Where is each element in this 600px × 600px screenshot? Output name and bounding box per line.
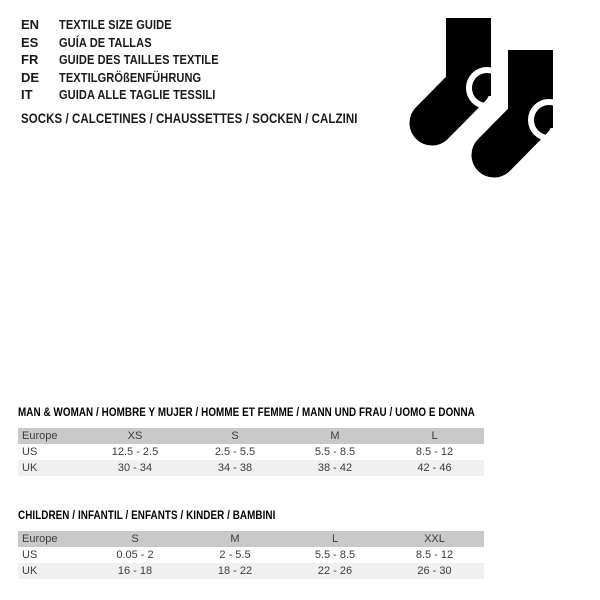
- lang-title: GUIDE DES TAILLES TEXTILE: [59, 52, 219, 68]
- size-cell: 16 - 18: [117, 565, 153, 577]
- col-header-size: S: [131, 533, 139, 545]
- lang-title: TEXTILE SIZE GUIDE: [59, 17, 172, 33]
- size-cell: 42 - 46: [417, 462, 452, 474]
- lang-title: GUIDA ALLE TAGLIE TESSILI: [59, 87, 216, 103]
- size-cell: 26 - 30: [417, 565, 452, 577]
- adults-header-row: [18, 428, 484, 444]
- size-cell: 30 - 34: [117, 462, 153, 474]
- size-cell: 0.05 - 2: [116, 549, 154, 561]
- socks-icon: [408, 8, 580, 183]
- lang-title: GUÍA DE TALLAS: [59, 34, 152, 50]
- size-cell: 34 - 38: [217, 462, 253, 474]
- col-header-size: L: [431, 430, 438, 442]
- col-header-size: XXL: [424, 533, 445, 545]
- lang-row-en: [21, 16, 247, 34]
- size-cell: 18 - 22: [217, 565, 253, 577]
- size-cell: 2.5 - 5.5: [214, 446, 256, 458]
- col-header-size: M: [330, 430, 340, 442]
- category-heading: [21, 110, 417, 126]
- children-size-table-block: [18, 508, 484, 579]
- col-header-size: S: [231, 430, 239, 442]
- size-cell: 8.5 - 12: [415, 446, 454, 458]
- children-size-table: [18, 531, 484, 579]
- region-cell: US: [22, 446, 38, 458]
- size-cell: 2 - 5.5: [219, 549, 251, 561]
- table-row-uk: [18, 563, 484, 579]
- region-cell: US: [22, 549, 38, 561]
- col-header-size: L: [331, 533, 339, 545]
- size-cell: 22 - 26: [317, 565, 353, 577]
- adults-table-title-text: MAN & WOMAN / HOMBRE Y MUJER / HOMME ET FEMME / MANN UND FRAU / UOMO E DONNA: [18, 405, 475, 419]
- lang-row-es: [21, 34, 247, 52]
- lang-code: IT: [21, 87, 33, 103]
- sock-right-glyph: [494, 50, 567, 155]
- region-cell: UK: [22, 565, 38, 577]
- adults-size-table: [18, 428, 484, 476]
- col-header-region: Europe: [22, 533, 58, 545]
- col-header-size: XS: [127, 430, 143, 442]
- table-row-uk: [18, 460, 484, 476]
- lang-code: FR: [21, 52, 39, 68]
- sock-left-glyph: [432, 18, 505, 123]
- size-cell: 8.5 - 12: [415, 549, 454, 561]
- size-cell: 12.5 - 2.5: [111, 446, 159, 458]
- col-header-size: M: [230, 533, 240, 545]
- table-row-us: [18, 547, 484, 563]
- adults-size-table-block: [18, 405, 484, 476]
- lang-row-fr: [21, 51, 247, 69]
- adults-table-title: [18, 405, 484, 419]
- size-cell: 5.5 - 8.5: [314, 549, 356, 561]
- lang-title: TEXTILGRÖßENFÜHRUNG: [59, 69, 202, 85]
- region-cell: UK: [22, 462, 38, 474]
- children-table-title-text: CHILDREN / INFANTIL / ENFANTS / KINDER / BAMBINI: [18, 508, 276, 522]
- size-cell: 5.5 - 8.5: [314, 446, 356, 458]
- lang-row-de: [21, 69, 247, 87]
- lang-row-it: [21, 86, 247, 104]
- lang-code: ES: [21, 34, 39, 50]
- lang-code: DE: [21, 69, 40, 85]
- category-heading-text: SOCKS / CALCETINES / CHAUSSETTES / SOCKEN / CALZINI: [21, 110, 358, 126]
- language-title-list: [21, 16, 247, 104]
- children-header-row: [18, 531, 484, 547]
- children-table-title: [18, 508, 484, 522]
- lang-code: EN: [21, 17, 40, 33]
- size-cell: 38 - 42: [317, 462, 353, 474]
- table-row-us: [18, 444, 484, 460]
- col-header-region: Europe: [22, 430, 58, 442]
